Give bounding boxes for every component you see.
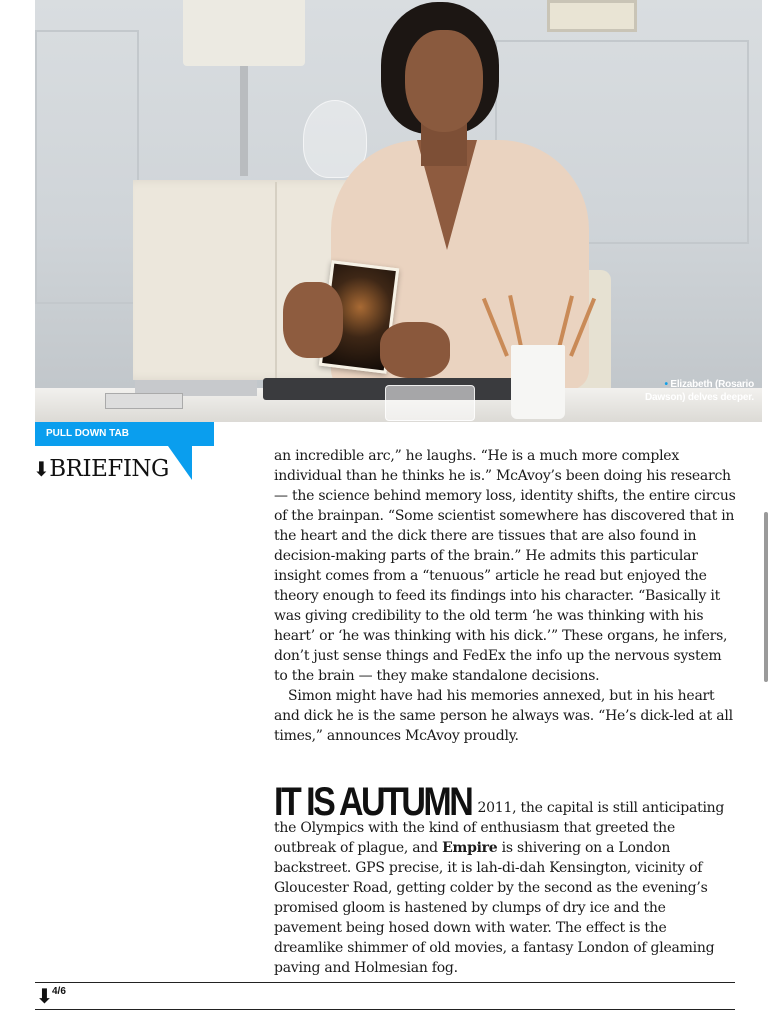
caption-text: Elizabeth (Rosario Dawson) delves deeper. [645, 379, 754, 403]
footer-rule [35, 1009, 735, 1010]
article-paragraph: Simon might have had his memories annexed, but in his heart and dick he is the same person he always was. “He’s dick-led at all times,” announces McAvoy proudly. [274, 688, 733, 744]
wall-certificate [547, 0, 637, 32]
lamp-shade [183, 0, 305, 66]
article-paragraph [274, 779, 736, 978]
article-body [274, 446, 736, 746]
scrollbar[interactable] [764, 512, 768, 682]
book [105, 393, 183, 409]
down-arrow-icon: ⬇ [36, 984, 53, 1008]
person-right-hand [380, 322, 450, 378]
glass-dish [385, 385, 475, 421]
section-title [33, 456, 169, 482]
article-paragraph: an incredible arc,” he laughs. “He is a much more complex individual than he thinks he is.” McAvoy’s been doing his research — the science behind memory loss, identity shifts, the entire circus of the brainpan. “Some scientist somewhere has discovered that in the heart and the dick there are tissues that are also found in decision-making parts of the brain.” He admits this particular insight comes from a “tenuous” article he read but enjoyed the theory enough to feed its findings into his character. “Basically it was giving credibility to the old term ‘he was thinking with his heart’ or ‘he was thinking with his dick.’” These organs, he infers, don’t just sense things and FedEx the info up the nervous system to the brain — they make standalone decisions. [274, 448, 736, 684]
section-lead-in: IT IS AUTUMN [274, 779, 472, 825]
pull-down-tab-label: PULL DOWN TAB [46, 428, 129, 439]
page-indicator: 4/6 [52, 986, 66, 997]
caption-bullet: • [664, 379, 668, 390]
photo-caption [624, 378, 754, 404]
cabinet-door-line [275, 182, 277, 378]
paragraph-text: 2011, the capital is still anticipating the Olympics with the kind of enthusiasm that greeted the outbreak of plague, and [274, 800, 725, 856]
wall-panel [35, 30, 139, 304]
down-arrow-icon: ⬇ [33, 457, 50, 481]
person-left-hand [283, 282, 343, 358]
tab-flag [168, 446, 192, 480]
person-face [405, 30, 483, 132]
section-title-text: BRIEFING [49, 456, 169, 482]
magazine-name: Empire [442, 840, 498, 856]
paragraph-text: is shivering on a London backstreet. GPS precise, it is lah-di-dah Kensington, vicinity of Gloucester Road, getting colder by the second as the evening’s promised gloom is hastened by clumps of dry ice and the pavement being hosed down with water. The effect is the dreamlike shimmer of old movies, a fantasy London of gleaming paving and Holmesian fog. [274, 840, 715, 976]
footer-rule [35, 982, 735, 983]
article-section [274, 779, 736, 978]
pencil-cup [511, 345, 565, 419]
article-photo [35, 0, 762, 422]
pull-down-tab[interactable] [35, 422, 214, 446]
lamp-stem [240, 66, 248, 176]
